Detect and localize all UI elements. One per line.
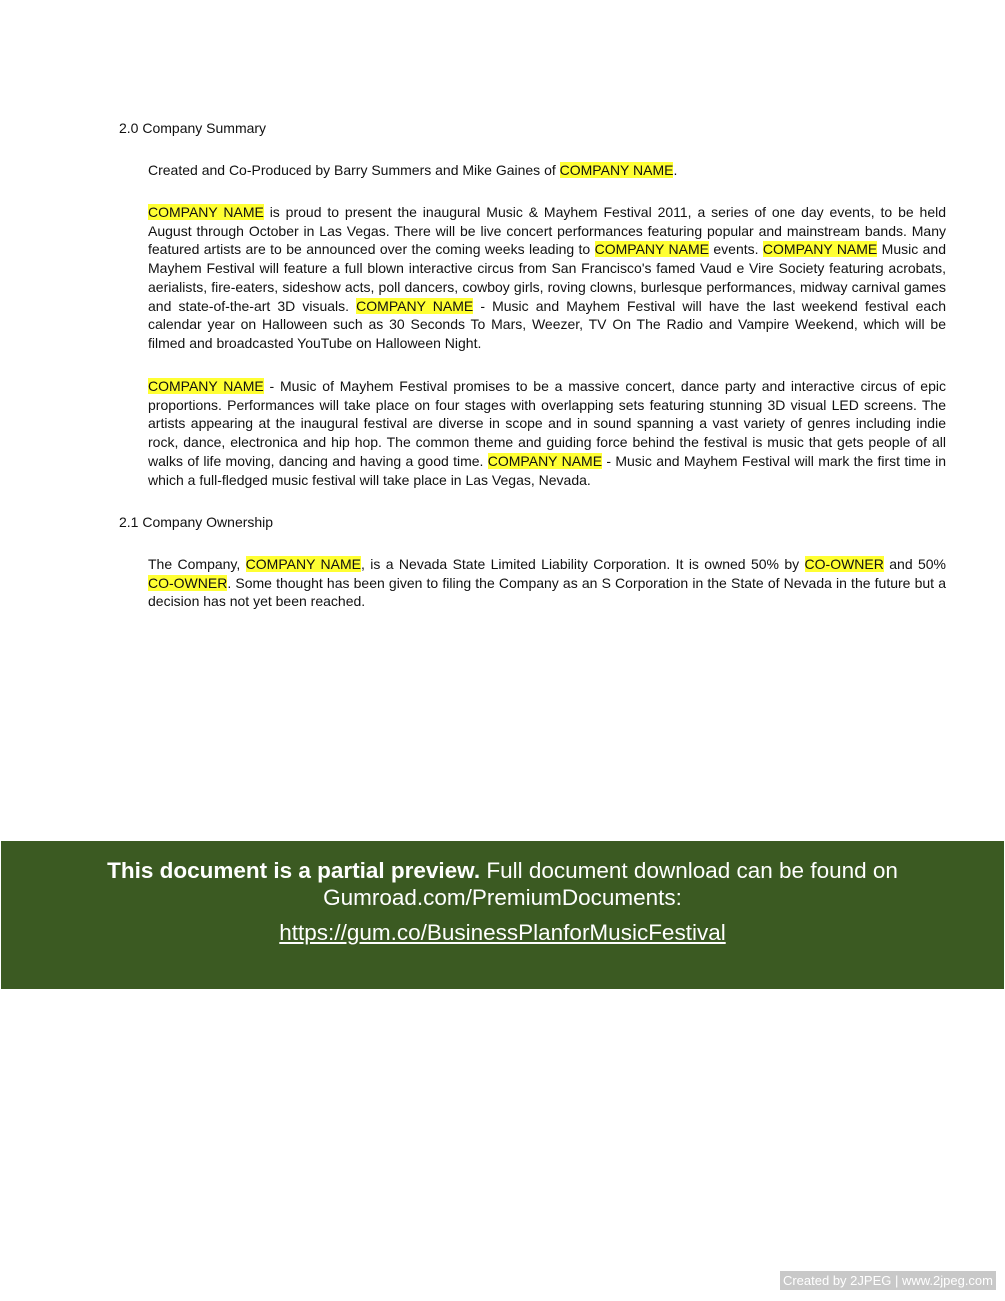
company-name-placeholder: COMPANY NAME <box>356 297 474 314</box>
preview-banner <box>1 841 1004 989</box>
co-owner-placeholder: CO-OWNER <box>804 556 884 572</box>
text-run: and 50% <box>883 556 947 572</box>
paragraph-ownership <box>148 555 946 611</box>
preview-notice <box>41 857 964 911</box>
download-link[interactable]: https://gum.co/BusinessPlanforMusicFestival <box>279 920 726 945</box>
text-run: The Company, <box>148 556 246 572</box>
text-run: . <box>673 162 678 178</box>
company-name-placeholder: COMPANY NAME <box>148 378 264 394</box>
co-owner-placeholder: CO-OWNER <box>148 574 228 591</box>
text-run: - Music of Mayhem Festival promises to be a massive concert, dance party and interactive circus of epic proportions. Performances will take place on four stages with overlapping sets featuring stunning 3D visual LED screens. The artists appearing at the inaugural festival are diverse in scope and in sound spanning a vast variety of genres including indie rock, dance, electronica and hip hop. The common theme and guiding force behind the festival is music that gets people of all walks of life moving, dancing and having a good time. <box>148 378 946 469</box>
company-name-placeholder: COMPANY NAME <box>762 241 878 258</box>
section-heading-company-summary: 2.0 Company Summary <box>119 120 267 136</box>
section-heading-company-ownership: 2.1 Company Ownership <box>119 514 274 530</box>
paragraph-festival-description <box>148 377 946 489</box>
text-run: events. <box>708 241 763 258</box>
text-run: Created and Co-Produced by Barry Summers and Mike Gaines of <box>148 162 560 178</box>
preview-notice-bold: This document is a partial preview. <box>107 858 481 883</box>
text-run: Music and Mayhem Festival will feature a full blown interactive circus from San Francisco's famed Vaud e Vire Society featuring acrobats, aerialists, fire-eaters, sideshow acts, poll dancers, cowboy girls, roving clowns, burlesque performances, midway carnival games and state-of-the-art 3D visuals. <box>148 241 946 314</box>
text-run: - Music and Mayhem Festival will have the last weekend festival each calendar year on Halloween such as 30 Seconds To Mars, Weezer, TV On The Radio and Vampire Weekend, which will be filmed and broadcasted YouTube on Halloween Night. <box>148 297 946 351</box>
text-run: . Some thought has been given to filing the Company as an S Corporation in the State of Nevada in the future but a decision has not yet been reached. <box>148 574 946 610</box>
company-name-placeholder: COMPANY NAME <box>245 556 361 572</box>
company-name-placeholder: COMPANY NAME <box>148 204 264 220</box>
text-run: , is a Nevada State Limited Liability Corporation. It is owned 50% by <box>361 556 805 572</box>
watermark-label: Created by 2JPEG | www.2jpeg.com <box>780 1271 996 1290</box>
paragraph-created-by <box>148 161 946 180</box>
company-name-placeholder: COMPANY NAME <box>487 452 603 469</box>
company-name-placeholder: COMPANY NAME <box>594 241 709 258</box>
company-name-placeholder: COMPANY NAME <box>559 162 674 178</box>
paragraph-festival-intro <box>148 203 946 353</box>
text-run: is proud to present the inaugural Music & Mayhem Festival 2011, a series of one day events, to be held August through October in Las Vegas. There will be live concert performances featuring popular and mainstream bands. Many featured artists are to be announced over the coming weeks leading to <box>148 204 947 258</box>
preview-notice-text: Full document download can be found on Gumroad.com/PremiumDocuments: <box>323 858 898 910</box>
text-run: - Music and Mayhem Festival will mark the first time in which a full-fledged music festival will take place in Las Vegas, Nevada. <box>148 452 946 488</box>
